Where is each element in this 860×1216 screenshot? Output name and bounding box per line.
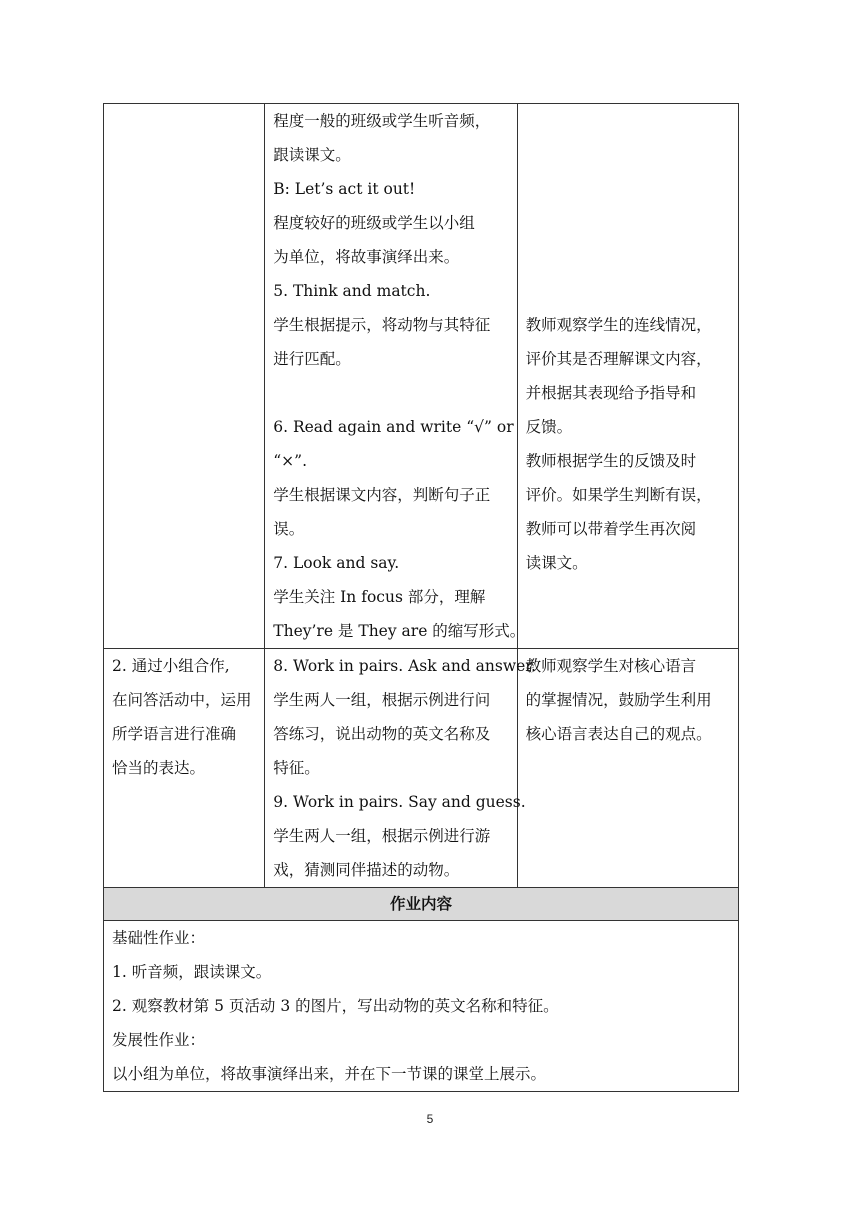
blank-line xyxy=(526,138,730,172)
text-line: 9. Work in pairs. Say and guess. xyxy=(273,793,526,811)
text-line: 并根据其表现给予指导和 xyxy=(525,384,697,402)
text-line: 学生关注 In focus 部分，理解 xyxy=(273,588,486,606)
text-line: 误。 xyxy=(273,520,305,538)
page-number: 5 xyxy=(426,1112,434,1126)
text-line: 5. Think and match. xyxy=(273,282,431,300)
blank-line xyxy=(526,104,730,138)
activity-cell xyxy=(265,649,536,888)
text-line: 评价其是否理解课文内容， xyxy=(525,350,712,368)
text-line: “×”. xyxy=(273,452,308,470)
blank-line xyxy=(526,206,730,240)
text-line: 1. 听音频，跟读课文。 xyxy=(112,963,272,981)
text-line: 7. Look and say. xyxy=(273,554,400,572)
goal-cell xyxy=(104,104,265,649)
text-line: B: Let’s act it out! xyxy=(273,180,416,198)
text-line: 程度较好的班级或学生以小组 xyxy=(273,214,475,232)
text-line: 学生两人一组，根据示例进行问 xyxy=(273,691,491,709)
text-line: 恰当的表达。 xyxy=(112,759,206,777)
text-line: 为单位，将故事演绎出来。 xyxy=(273,248,460,266)
activity-cell xyxy=(265,104,526,649)
text-line: 反馈。 xyxy=(525,418,573,436)
text-line: 特征。 xyxy=(273,759,320,777)
homework-cell xyxy=(104,921,739,1092)
text-line: 评价。如果学生判断有误， xyxy=(525,486,712,504)
evaluation-cell xyxy=(517,649,738,888)
text-line: 戏，猜测同伴描述的动物。 xyxy=(273,861,460,879)
text-line: 读课文。 xyxy=(525,554,588,572)
text-line: 以小组为单位，将故事演绎出来，并在下一节课的课堂上展示。 xyxy=(112,1065,547,1083)
table-row xyxy=(104,921,739,1092)
table-row xyxy=(104,888,739,921)
text-line: 程度一般的班级或学生听音频， xyxy=(273,112,491,130)
text-line: 2. 通过小组合作, xyxy=(112,657,230,675)
text-line: 2. 观察教材第 5 页活动 3 的图片，写出动物的英文名称和特征。 xyxy=(112,997,559,1015)
homework-header: 作业内容 xyxy=(104,888,739,921)
text-line: 教师观察学生对核心语言 xyxy=(525,657,697,675)
goal-cell xyxy=(104,649,265,888)
text-line: They’re 是 They are 的缩写形式。 xyxy=(273,622,526,640)
text-line: 教师观察学生的连线情况， xyxy=(525,316,712,334)
text-line: 教师根据学生的反馈及时 xyxy=(525,452,697,470)
blank-line xyxy=(526,240,730,274)
text-line: 教师可以带着学生再次阅 xyxy=(525,520,697,538)
blank-line xyxy=(526,274,730,308)
text-line: 所学语言进行准确 xyxy=(112,725,237,743)
text-line: 基础性作业： xyxy=(112,929,206,947)
text-line: 发展性作业： xyxy=(112,1031,206,1049)
lesson-plan-table xyxy=(103,103,739,1092)
text-line: 学生根据提示，将动物与其特征 xyxy=(273,316,491,334)
text-line: 核心语言表达自己的观点。 xyxy=(525,725,712,743)
evaluation-cell xyxy=(517,104,738,649)
text-line: 的掌握情况，鼓励学生利用 xyxy=(525,691,712,709)
text-line: 8. Work in pairs. Ask and answer. xyxy=(273,657,536,675)
text-line: 学生根据课文内容，判断句子正 xyxy=(273,486,491,504)
blank-line xyxy=(273,376,508,410)
text-line: 6. Read again and write “√” or xyxy=(273,418,514,436)
text-line: 进行匹配。 xyxy=(273,350,351,368)
table-row xyxy=(104,649,739,888)
text-line: 跟读课文。 xyxy=(273,146,351,164)
text-line: 答练习，说出动物的英文名称及 xyxy=(273,725,491,743)
text-line: 在问答活动中，运用 xyxy=(112,691,252,709)
table-row xyxy=(104,104,739,649)
blank-line xyxy=(526,172,730,206)
text-line: 学生两人一组，根据示例进行游 xyxy=(273,827,491,845)
